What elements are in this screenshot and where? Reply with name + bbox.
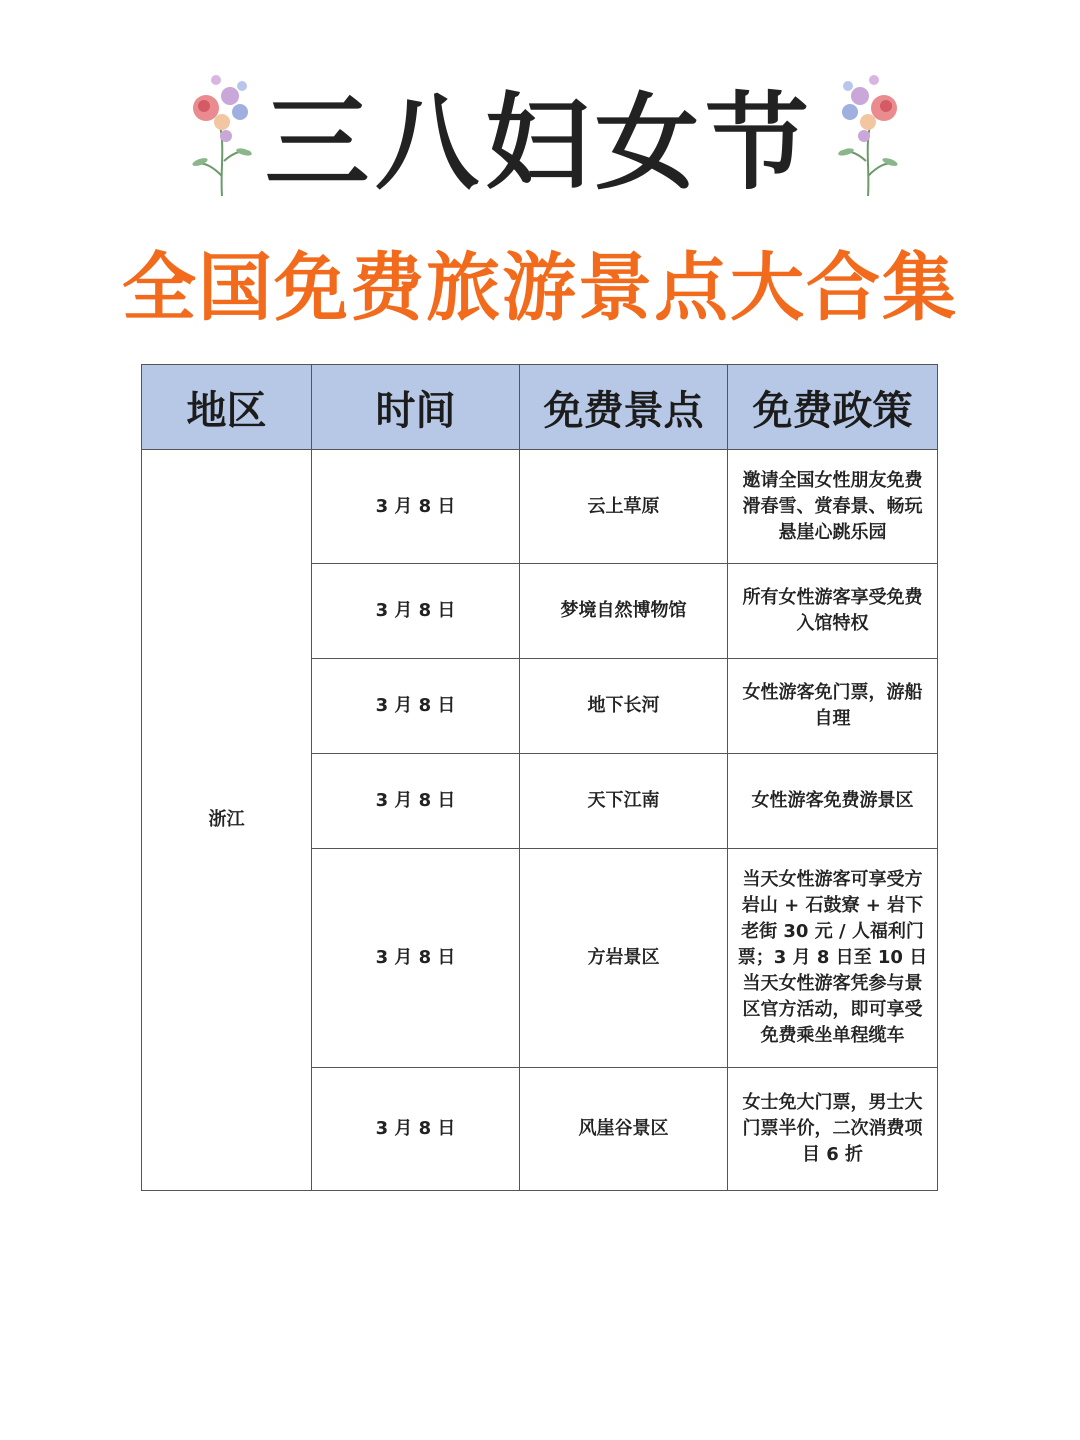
date-cell: 3 月 8 日: [312, 659, 520, 754]
date-cell: 3 月 8 日: [312, 1068, 520, 1191]
policy-cell: 女性游客免门票，游船自理: [728, 659, 938, 754]
policy-cell: 女士免大门票，男士大门票半价，二次消费项目 6 折: [728, 1068, 938, 1191]
spot-cell: 风崖谷景区: [520, 1068, 728, 1191]
spot-cell: 方岩景区: [520, 849, 728, 1068]
column-header-region: 地区: [142, 365, 312, 450]
policy-cell: 邀请全国女性朋友免费滑春雪、赏春景、畅玩悬崖心跳乐园: [728, 450, 938, 564]
date-cell: 3 月 8 日: [312, 564, 520, 659]
date-cell: 3 月 8 日: [312, 754, 520, 849]
page-subtitle: 全国免费旅游景点大合集: [122, 245, 958, 331]
table-header-row: [142, 365, 938, 450]
spot-cell: 梦境自然博物馆: [520, 564, 728, 659]
spot-cell: 云上草原: [520, 450, 728, 564]
date-cell: 3 月 8 日: [312, 849, 520, 1068]
spot-cell: 天下江南: [520, 754, 728, 849]
policy-cell: 女性游客免费游景区: [728, 754, 938, 849]
policy-cell: 所有女性游客享受免费入馆特权: [728, 564, 938, 659]
table-row: [142, 450, 938, 564]
page-title: 三八妇女节: [264, 81, 815, 204]
policy-cell: 当天女性游客可享受方岩山 + 石鼓寮 + 岩下老街 30 元 / 人福利门票；3 月 8 日至 10 日当天女性游客凭参与景区官方活动，即可享受免费乘坐单程缆车: [728, 849, 938, 1068]
spot-cell: 地下长河: [520, 659, 728, 754]
region-cell: 浙江: [142, 450, 312, 1191]
free-spots-table: [141, 364, 938, 1191]
column-header-spot: 免费景点: [520, 365, 728, 450]
date-cell: 3 月 8 日: [312, 450, 520, 564]
column-header-date: 时间: [312, 365, 520, 450]
column-header-policy: 免费政策: [728, 365, 938, 450]
